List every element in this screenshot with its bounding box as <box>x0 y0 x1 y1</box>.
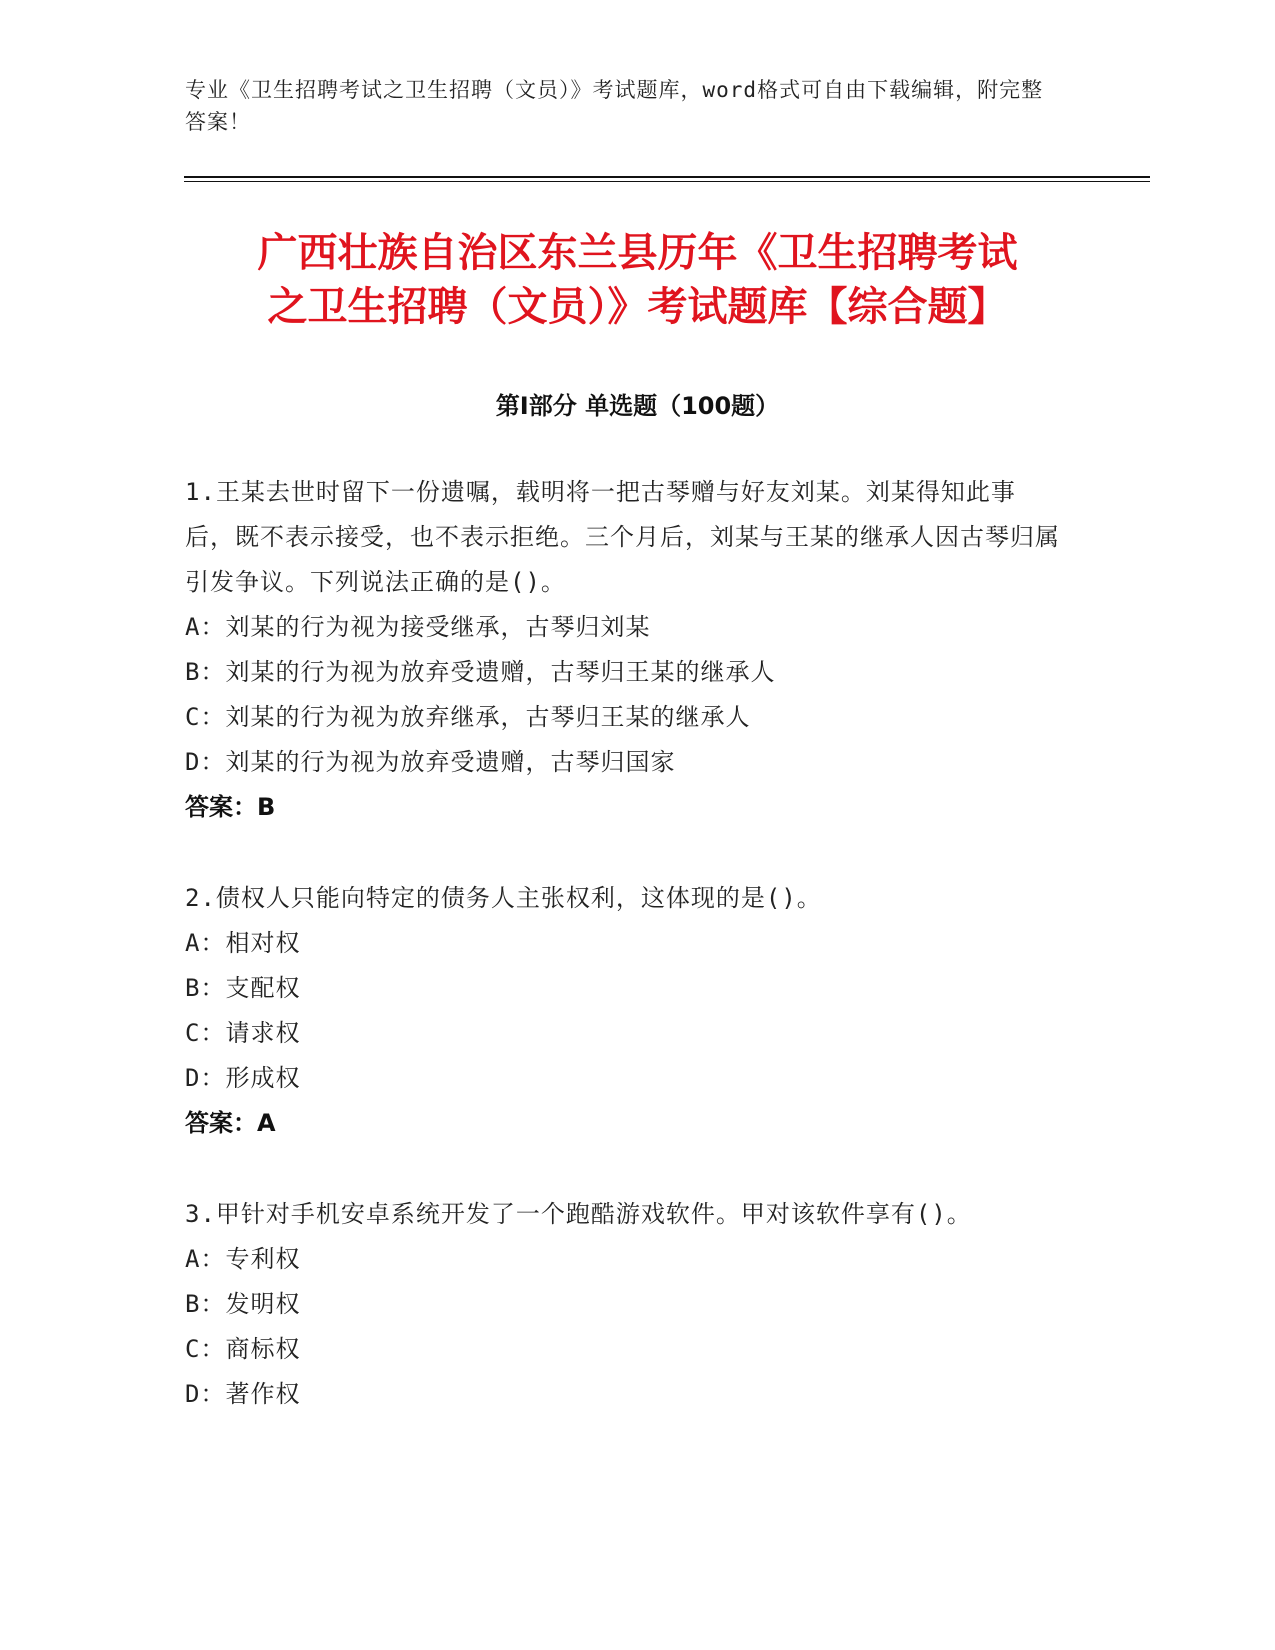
option-d: D：著作权 <box>185 1380 301 1408</box>
answer-label: 答案：B <box>185 793 276 821</box>
option-a: A：刘某的行为视为接受继承，古琴归刘某 <box>185 613 651 641</box>
option-d: D：形成权 <box>185 1064 301 1092</box>
option-d: D：刘某的行为视为放弃受遗赠，古琴归国家 <box>185 748 676 776</box>
header-note: 专业《卫生招聘考试之卫生招聘（文员）》考试题库，word格式可自由下载编辑，附完整答案！ <box>185 78 1044 134</box>
header-rule-thin <box>184 181 1150 182</box>
question-stem: 2.债权人只能向特定的债务人主张权利，这体现的是()。 <box>185 884 822 912</box>
question-block <box>185 1192 1065 1417</box>
question-block <box>185 876 1065 1146</box>
document-title-line-2: 之卫生招聘（文员）》考试题库【综合题】 <box>267 284 1008 330</box>
question-stem: 1.王某去世时留下一份遗嘱，载明将一把古琴赠与好友刘某。刘某得知此事后，既不表示接受，也不表示拒绝。三个月后，刘某与王某的继承人因古琴归属引发争议。下列说法正确的是()。 <box>185 478 1060 596</box>
option-b: B：发明权 <box>185 1290 301 1318</box>
document-title <box>150 226 1125 334</box>
question-stem: 3.甲针对手机安卓系统开发了一个跑酷游戏软件。甲对该软件享有()。 <box>185 1200 972 1228</box>
option-a: A：相对权 <box>185 929 301 957</box>
option-c: C：请求权 <box>185 1019 301 1047</box>
option-b: B：刘某的行为视为放弃受遗赠，古琴归王某的继承人 <box>185 658 776 686</box>
header-rule-thick <box>184 176 1150 178</box>
section-heading: 第Ⅰ部分 单选题（100题） <box>495 392 780 420</box>
option-b: B：支配权 <box>185 974 301 1002</box>
option-c: C：刘某的行为视为放弃继承，古琴归王某的继承人 <box>185 703 751 731</box>
question-block <box>185 470 1065 830</box>
option-a: A：专利权 <box>185 1245 301 1273</box>
answer-label: 答案：A <box>185 1109 276 1137</box>
option-c: C：商标权 <box>185 1335 301 1363</box>
document-title-line-1: 广西壮族自治区东兰县历年《卫生招聘考试 <box>257 230 1018 276</box>
